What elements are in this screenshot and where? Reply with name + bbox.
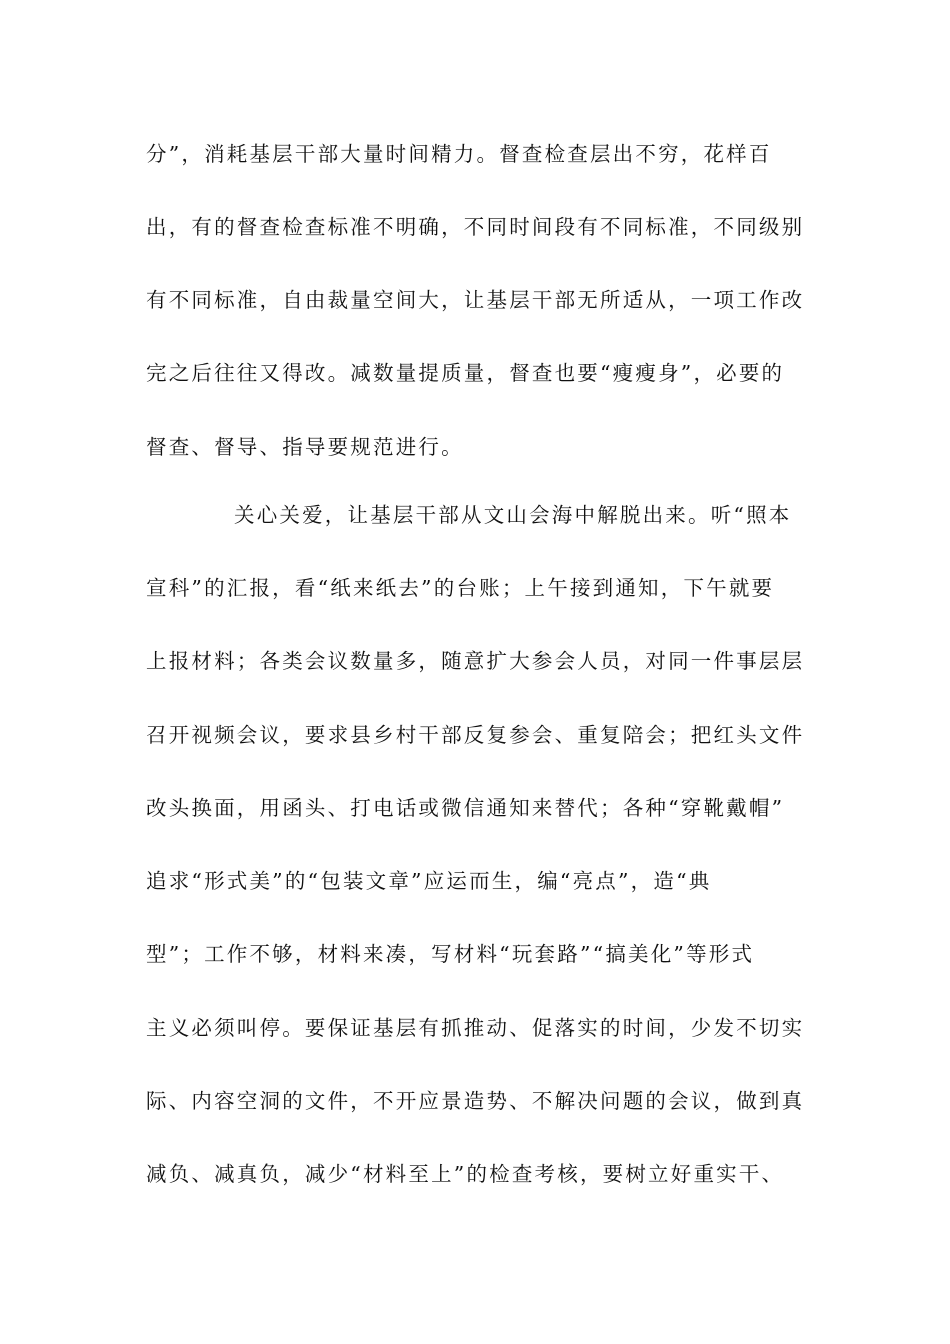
paragraph-2-line-9: 际、内容空洞的文件，不开应景造势、不解决问题的会议，做到真	[146, 1089, 805, 1113]
paragraph-2-line-5: 改头换面，用函头、打电话或微信通知来替代；各种“穿靴戴帽”	[146, 796, 785, 820]
paragraph-2-line-6: 追求“形式美”的“包装文章”应运而生，编“亮点”，造“典	[146, 869, 712, 893]
paragraph-1-line-3: 有不同标准，自由裁量空间大，让基层干部无所适从，一项工作改	[146, 288, 805, 312]
paragraph-2-line-2: 宣科”的汇报，看“纸来纸去”的台账；上午接到通知，下午就要	[146, 576, 775, 600]
paragraph-2-line-7: 型”；工作不够，材料来凑，写材料“玩套路”“搞美化”等形式	[146, 942, 755, 966]
paragraph-1-line-5: 督查、督导、指导要规范进行。	[146, 435, 464, 459]
paragraph-1-line-1: 分”，消耗基层干部大量时间精力。督查检查层出不穷，花样百	[146, 142, 772, 166]
paragraph-2-line-10: 减负、减真负，减少“材料至上”的检查考核，要树立好重实干、	[146, 1162, 785, 1186]
paragraph-2-line-8: 主义必须叫停。要保证基层有抓推动、促落实的时间，少发不切实	[146, 1016, 805, 1040]
paragraph-1-line-2: 出，有的督查检查标准不明确，不同时间段有不同标准，不同级别	[146, 215, 805, 239]
paragraph-1-line-4: 完之后往往又得改。减数量提质量，督查也要“瘦瘦身”，必要的	[146, 361, 785, 385]
paragraph-2-line-4: 召开视频会议，要求县乡村干部反复参会、重复陪会；把红头文件	[146, 723, 805, 747]
paragraph-2-line-3: 上报材料；各类会议数量多，随意扩大参会人员，对同一件事层层	[146, 649, 805, 673]
paragraph-2-line-1: 关心关爱，让基层干部从文山会海中解脱出来。听“照本	[234, 503, 792, 527]
